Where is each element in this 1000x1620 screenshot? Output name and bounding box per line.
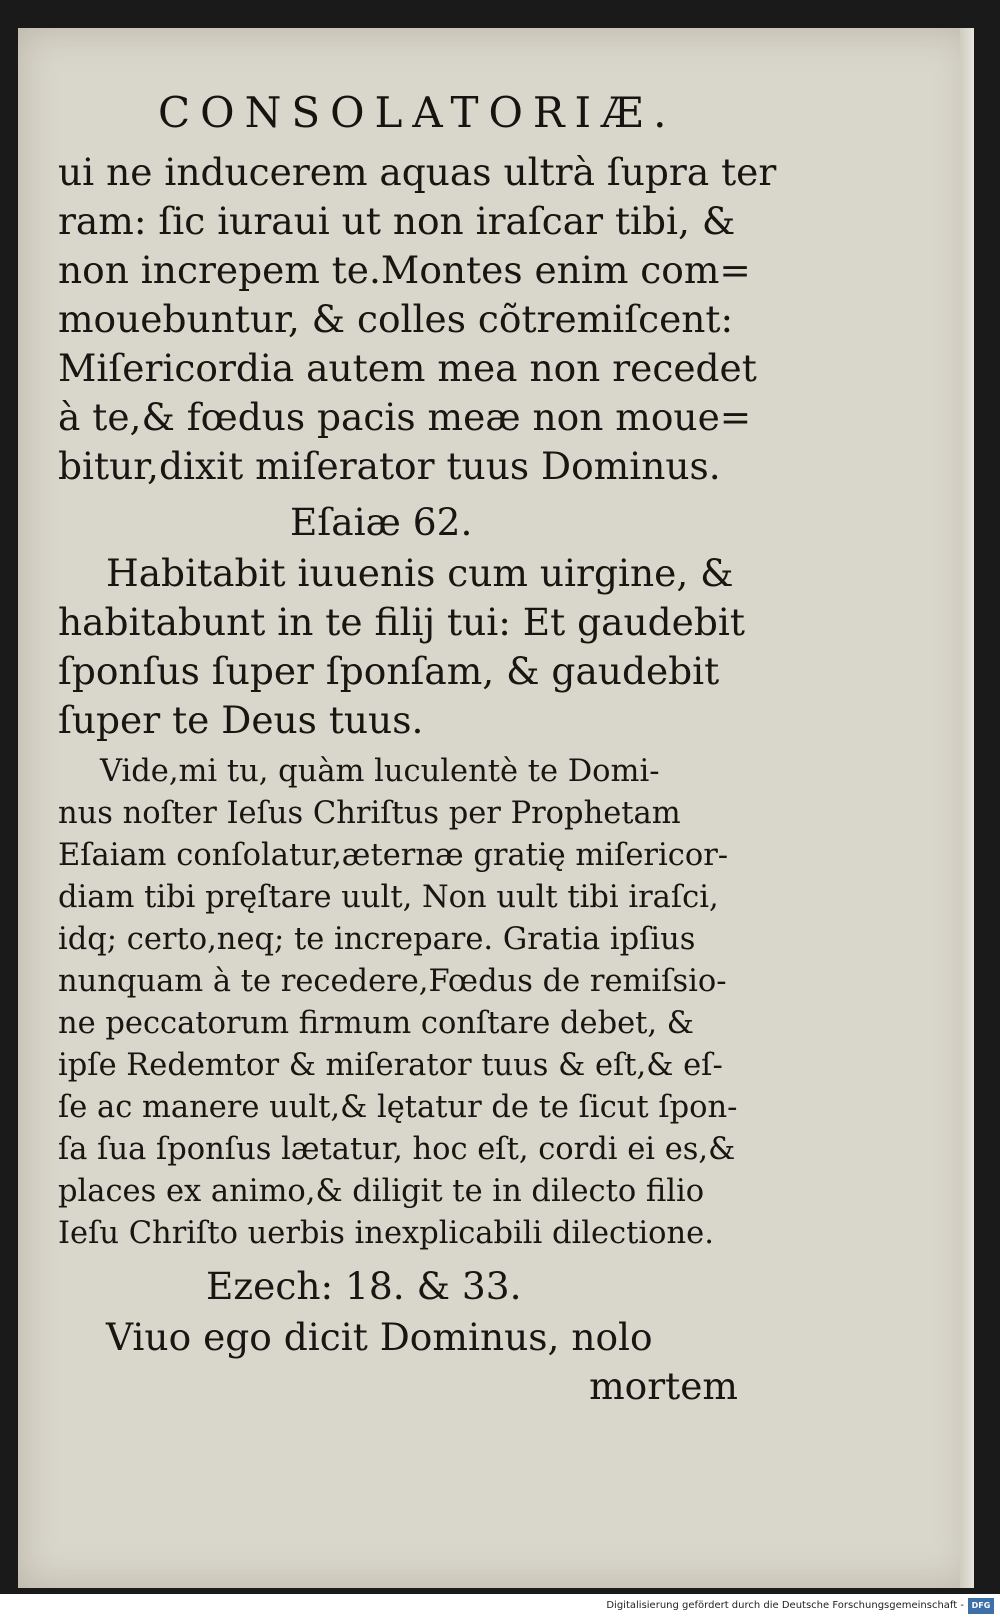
footer-bar [0,1594,1000,1620]
page-text [58,148,777,1411]
scripture-reference: Eſaiæ 62. [290,500,473,544]
scripture-reference: Ezech: 18. & 33. [206,1264,522,1308]
book-page [18,28,974,1588]
text-line: ſa ſua ſponſus lætatur, hoc eſt, cordi ei es,& [58,1132,736,1167]
text-line: Vide,mi tu, quàm luculentè te Domi- [100,754,660,789]
text-line: mouebuntur, & colles cõtremiſcent: [58,297,734,341]
text-line: Ieſu Chriſto uerbis inexplicabili dilectione. [58,1216,714,1251]
text-line: idq; certo,neq; te increpare. Gratia ipſius [58,922,696,957]
catchword: mortem [589,1364,738,1408]
text-line: bitur,dixit miſerator tuus Dominus. [58,444,721,488]
text-line: ſponſus ſuper ſponſam, & gaudebit [58,649,720,693]
text-line: Viuo ego dicit Dominus, nolo [106,1315,653,1359]
text-line: places ex animo,& diligit te in dilecto filio [58,1174,705,1209]
text-line: Habitabit iuuenis cum uirgine, & [106,551,734,595]
text-line: non increpem te.Montes enim com= [58,248,751,292]
page-edge [960,28,974,1588]
text-line: nus noſter Ieſus Chriſtus per Prophetam [58,796,681,831]
running-title: CONSOLATORIÆ. [158,88,677,137]
funding-credit: Digitalisierung gefördert durch die Deutsche Forschungsgemeinschaft - [606,1600,964,1611]
text-line: Eſaiam conſolatur,æternæ gratię miſericor- [58,838,729,873]
text-line: ram: ſic iuraui ut non iraſcar tibi, & [58,199,736,243]
text-line: ipſe Redemtor & miſerator tuus & eſt,& eſ- [58,1048,723,1083]
dfg-logo-icon: DFG [968,1598,994,1614]
text-line: à te,& fœdus pacis meæ non moue= [58,395,752,439]
text-line: ſuper te Deus tuus. [58,698,424,742]
text-line: ui ne inducerem aquas ultrà ſupra ter [58,150,777,194]
text-line: Miſericordia autem mea non recedet [58,346,757,390]
text-line: ſe ac manere uult,& lętatur de te ſicut ſpon- [58,1090,738,1125]
text-line: diam tibi pręſtare uult, Non uult tibi iraſci, [58,880,719,915]
text-line: habitabunt in te filij tui: Et gaudebit [58,600,745,644]
text-line: nunquam à te recedere,Fœdus de remiſsio- [58,964,727,999]
text-line: ne peccatorum firmum conſtare debet, & [58,1006,694,1041]
